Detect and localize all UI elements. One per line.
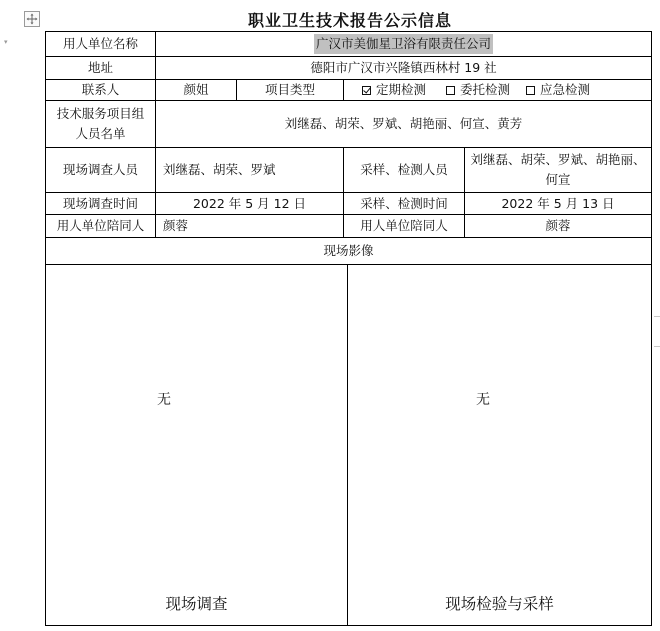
escort-value: 颜蓉 [163,218,189,233]
survey-staff-value: 刘继磊、胡荣、罗斌 [163,162,276,177]
survey-staff-label: 现场调查人员 [62,162,138,177]
address-value: 德阳市广汉市兴隆镇西林村 19 社 [310,60,497,75]
left-image-caption: 现场调查 [165,595,228,613]
ruler-mark [654,346,660,347]
document-title: 职业卫生技术报告公示信息 [247,11,452,30]
option-periodic[interactable] [362,80,426,100]
team-label: 技术服务项目组人员名单 [56,106,145,141]
images-header: 现场影像 [323,243,374,258]
left-image-placeholder: 无 [157,392,171,408]
contact-value: 颜姐 [183,82,209,97]
sampling-time-value: 2022 年 5 月 13 日 [501,195,615,211]
option-commissioned[interactable] [446,80,510,100]
escort-value-2: 颜蓉 [545,218,571,233]
option-label: 定期检测 [376,82,427,97]
escort-label-2: 用人单位陪同人 [360,218,448,233]
collapse-marker: ▾ [4,38,8,46]
project-type-label: 项目类型 [264,82,315,97]
option-emergency[interactable] [526,80,590,100]
right-image-caption: 现场检验与采样 [445,595,554,613]
project-type-options [344,80,651,100]
sampling-staff-label: 采样、检测人员 [360,162,448,177]
contact-label: 联系人 [81,82,120,97]
employer-name: 广汉市美伽星卫浴有限责任公司 [314,34,493,54]
team-value: 刘继磊、胡荣、罗斌、胡艳丽、何宣、黄芳 [284,116,523,131]
employer-value [156,32,651,56]
option-label: 委托检测 [460,82,511,97]
employer-label: 用人单位名称 [62,36,138,51]
checkbox-checked-icon[interactable] [362,86,371,95]
right-image-placeholder: 无 [476,392,490,408]
ruler-mark [654,316,660,317]
sampling-time-label: 采样、检测时间 [360,195,448,211]
survey-time-label: 现场调查时间 [62,195,138,211]
survey-time-value: 2022 年 5 月 12 日 [192,195,307,211]
checkbox-icon[interactable] [446,86,455,95]
address-label: 地址 [87,60,113,75]
checkbox-icon[interactable] [526,86,535,95]
sampling-staff-value: 刘继磊、胡荣、罗斌、胡艳丽、何宣 [470,152,646,187]
option-label: 应急检测 [540,82,591,97]
escort-label: 用人单位陪同人 [56,218,145,233]
